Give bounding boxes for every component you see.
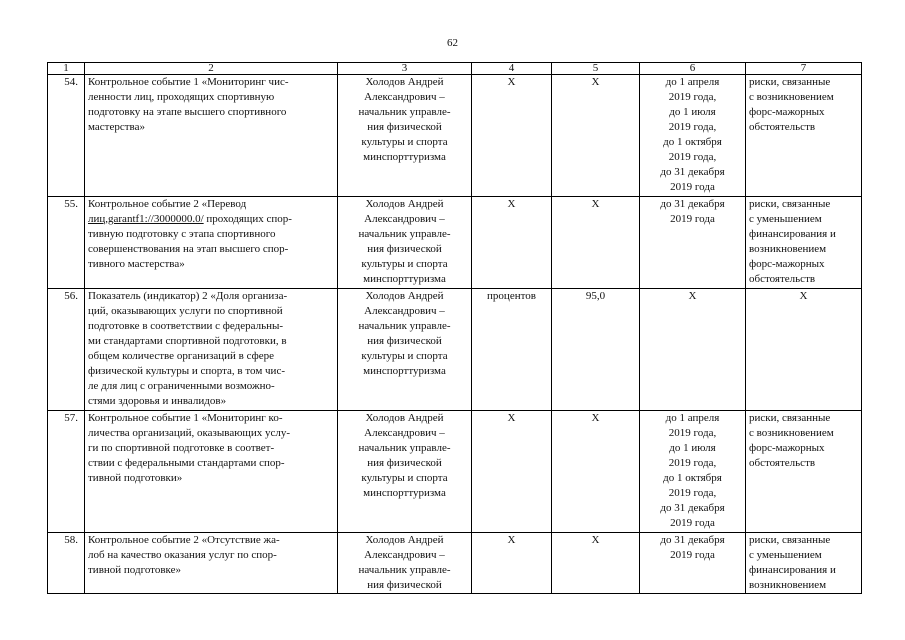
responsible-person: Холодов Андрей Александрович – начальник управле- ния физической культуры и спорта минспорттуризма [338,411,472,533]
deadline-cell: Х [640,289,746,411]
column-header: 3 [338,63,472,75]
table-row [48,533,862,594]
value-cell: 95,0 [552,289,640,411]
row-number: 55. [48,197,85,289]
column-header: 7 [746,63,862,75]
column-header: 1 [48,63,85,75]
column-header: 6 [640,63,746,75]
row-number: 57. [48,411,85,533]
unit-cell: Х [472,75,552,197]
responsible-person: Холодов Андрей Александрович – начальник управле- ния физической [338,533,472,594]
garant-link[interactable]: лиц,garantf1://3000000.0/ [88,213,204,225]
value-cell: Х [552,533,640,594]
event-description: Контрольное событие 2 «Отсутствие жа- лоб на качество оказания услуг по спор- тивной подготовке» [85,533,338,594]
value-cell: Х [552,197,640,289]
unit-cell: процентов [472,289,552,411]
column-header: 4 [472,63,552,75]
description-text: Контрольное событие 2 «Перевод [88,198,247,210]
table-row [48,289,862,411]
indicator-description: Показатель (индикатор) 2 «Доля организа- ций, оказывающих услуги по спортивной подготовке в соответствии с федеральны- ми стандартами спортивной подготовки, в общем количестве организаций в сфере физической культуры и спорта, в том чис- ле для лиц с ограниченными возможно- стями здоровья и инвалидов» [85,289,338,411]
table-row [48,75,862,197]
event-description [85,197,338,289]
table-row [48,411,862,533]
risk-cell: Х [746,289,862,411]
column-number-row [48,63,862,75]
row-number: 56. [48,289,85,411]
event-description: Контрольное событие 1 «Мониторинг чис- ленности лиц, проходящих спортивную подготовку на этапе высшего спортивного мастерства» [85,75,338,197]
column-header: 5 [552,63,640,75]
row-number: 58. [48,533,85,594]
deadline-cell: до 31 декабря 2019 года [640,197,746,289]
unit-cell: Х [472,533,552,594]
unit-cell: Х [472,197,552,289]
value-cell: Х [552,411,640,533]
deadline-cell: до 1 апреля 2019 года, до 1 июля 2019 года, до 1 октября 2019 года, до 31 декабря 2019 года [640,75,746,197]
page-number: 62 [447,37,458,49]
description-text: проходящих спор- тивную подготовку с этапа спортивного совершенствования на этап высшего спор- тивного мастерства» [88,213,292,270]
risk-cell: риски, связанные с возникновением форс-мажорных обстоятельств [746,75,862,197]
event-description: Контрольное событие 1 «Мониторинг ко- личества организаций, оказывающих услу- ги по спортивной подготовке в соответ- ствии с федеральными стандартами спор- тивной подготовки» [85,411,338,533]
deadline-cell: до 1 апреля 2019 года, до 1 июля 2019 года, до 1 октября 2019 года, до 31 декабря 2019 года [640,411,746,533]
responsible-person: Холодов Андрей Александрович – начальник управле- ния физической культуры и спорта минспорттуризма [338,75,472,197]
column-header: 2 [85,63,338,75]
row-number: 54. [48,75,85,197]
risk-cell: риски, связанные с уменьшением финансирования и возникновением форс-мажорных обстоятельств [746,197,862,289]
responsible-person: Холодов Андрей Александрович – начальник управле- ния физической культуры и спорта минспорттуризма [338,289,472,411]
value-cell: Х [552,75,640,197]
unit-cell: Х [472,411,552,533]
table-row [48,197,862,289]
risk-cell: риски, связанные с уменьшением финансирования и возникновением [746,533,862,594]
risk-cell: риски, связанные с возникновением форс-мажорных обстоятельств [746,411,862,533]
responsible-person: Холодов Андрей Александрович – начальник управле- ния физической культуры и спорта минспорттуризма [338,197,472,289]
deadline-cell: до 31 декабря 2019 года [640,533,746,594]
plan-table [47,62,862,594]
